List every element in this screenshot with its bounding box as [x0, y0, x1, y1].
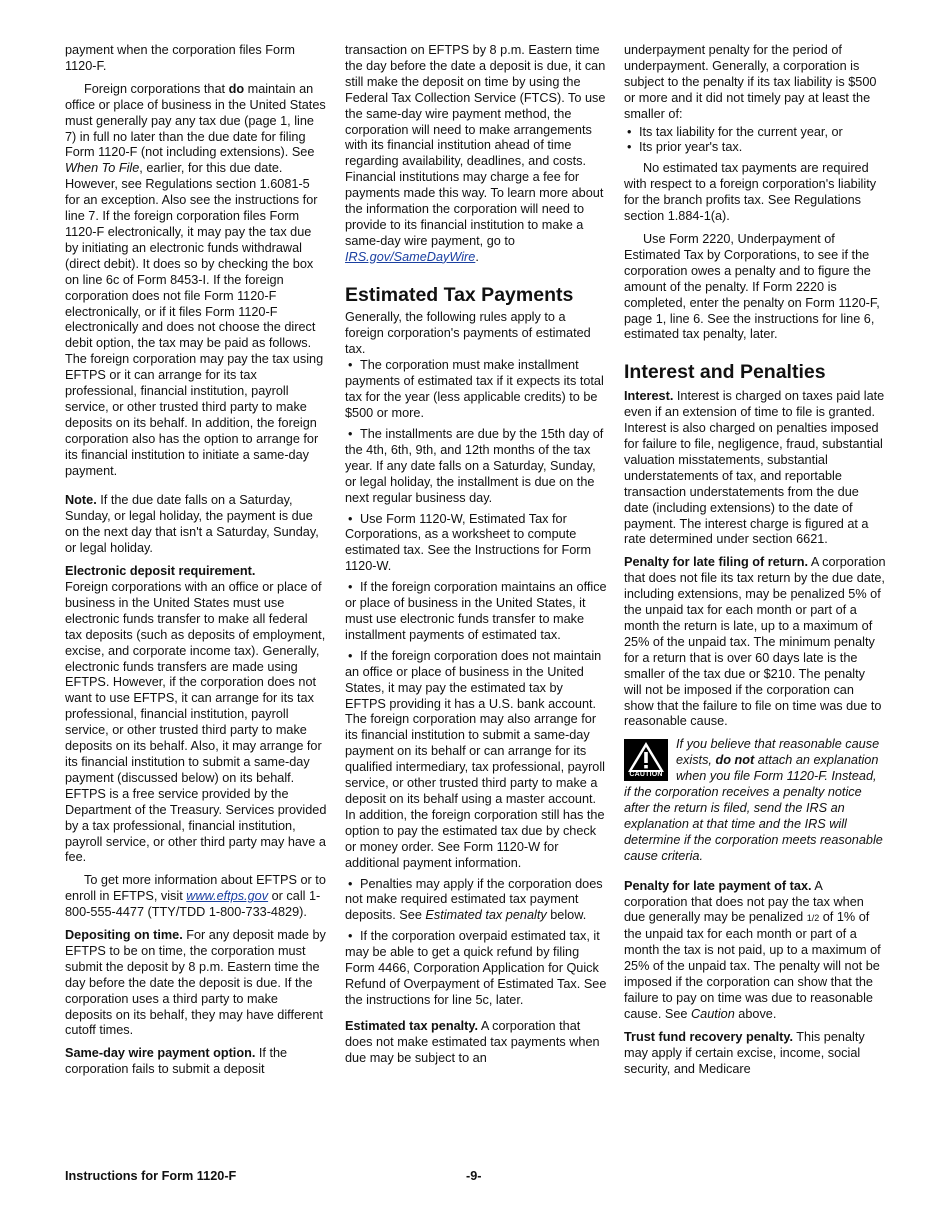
interest-paragraph — [624, 389, 886, 548]
paragraph: payment when the corporation files Form 1120-F. — [65, 43, 295, 73]
text: Foreign corporations that — [84, 81, 229, 96]
column-right — [624, 43, 886, 1084]
bullet-icon: • — [627, 124, 632, 139]
section-heading-interest-and-penalties: Interest and Penalties — [624, 361, 826, 384]
list-item — [624, 140, 886, 156]
text: If the foreign corporation does not maintain an office or place of business in the United States, it may pay the estimated tax by EFTPS providing it has a U.S. bank account. The foreign corporation may also arrange for its financial institution to submit a same-day payment on its behalf or can arrange for its qualified intermediary, tax professional, payroll service, or other trusted third party to make a deposit on its behalf using a master account. In addition, the foreign corporation still has the option to pay the estimated tax due by check or money order. See Form 1120-W for additional payment information. — [345, 648, 605, 870]
late-filing-heading: Penalty for late filing of return. — [624, 555, 808, 570]
interest-heading: Interest. — [624, 389, 674, 404]
italic-reference: When To File — [65, 161, 140, 176]
list-item — [345, 358, 607, 422]
list-item — [345, 877, 607, 925]
estimated-tax-penalty-heading: Estimated tax penalty. — [345, 1018, 479, 1033]
bold-text: do not — [715, 753, 755, 768]
paragraph: Use Form 2220, Underpayment of Estimated Tax by Corporations, to see if the corporation owes a penalty and to figure the amount of the penalty. If Form 2220 is completed, enter the penalty on Form 1120-F, page 1, line 6. See the instructions for line 6, estimated tax penalty, later. — [624, 231, 880, 342]
bullet-icon: • — [348, 876, 353, 891]
bullet-icon: • — [348, 358, 353, 373]
footer-form-title: Instructions for Form 1120-F — [65, 1169, 237, 1183]
column-middle — [345, 43, 607, 1073]
late-payment-paragraph — [624, 879, 886, 1023]
paragraph-intro: Generally, the following rules apply to a foreign corporation's payments of estimated tax. — [345, 309, 591, 356]
fraction: 1/2 — [806, 913, 820, 924]
text: To get more information about EFTPS or to enroll in EFTPS, visit — [65, 873, 326, 904]
bullet-icon: • — [348, 580, 353, 595]
bullet-icon: • — [348, 929, 353, 944]
electronic-deposit-paragraph — [65, 564, 327, 866]
text: A corporation that does not pay the tax when due generally may be penalized — [624, 878, 864, 925]
estimated-tax-penalty-paragraph — [345, 1019, 607, 1067]
note-heading: Note. — [65, 493, 97, 508]
text: transaction on EFTPS by 8 p.m. Eastern time the day before the date a deposit is due, it can still make the deposit on time by using the Federal Tax Collection Service (FTCS). To use the same-day wire payment method, the corporation will need to make arrangements with its financial institution ahead of time regarding availability, deadlines, and costs. Financial institutions may charge a fee for payments made this way. To learn more about the information the corporation will need to provide to its financial institution to make a same-day wire payment, go to — [345, 43, 606, 248]
eftps-link[interactable]: www.eftps.gov — [186, 889, 269, 904]
text: below. — [546, 908, 587, 923]
text: If the foreign corporation maintains an office or place of business in the United States, it must use electronic funds transfer to make installment payments of estimated tax. — [345, 580, 607, 642]
text: If you believe that reasonable cause exists, — [676, 737, 880, 768]
text: of 1% of the unpaid tax for each month or part of a month the tax is not paid, up to a maximum of 25% of the unpaid tax. The penalty will not be imposed if the corporation can show that the failure to pay on time was due to reasonable cause. See — [624, 910, 881, 1021]
list-item — [345, 649, 607, 872]
list-item — [345, 512, 607, 576]
same-day-wire-paragraph — [65, 1046, 327, 1078]
page-number: -9- — [466, 1169, 482, 1183]
list-item — [624, 125, 886, 141]
text: Penalties may apply if the corporation does not make required estimated tax payment deposits. See — [345, 876, 603, 923]
eftps-paragraph — [65, 873, 327, 921]
list-item — [345, 580, 607, 644]
late-payment-heading: Penalty for late payment of tax. — [624, 878, 812, 893]
section-heading-estimated-tax-payments: Estimated Tax Payments — [345, 283, 574, 306]
paragraph: No estimated tax payments are required with respect to a foreign corporation's liability for the branch profits tax. See Regulations section 1.884-1(a). — [624, 161, 877, 224]
late-filing-paragraph — [624, 555, 886, 730]
text: Interest is charged on taxes paid late even if an extension of time to file is granted. Interest is also charged on penalties imposed for failure to file, negligence, fraud, substantial valuation misstatements, substantial understatements of tax, and reportable transaction understatements from the due date (including extensions) to the date of payment. The interest charge is figured at a rate determined under section 6621. — [624, 389, 885, 547]
bullet-icon: • — [348, 427, 353, 442]
text: This penalty may apply if certain excise, income, social security, and Medicare — [624, 1029, 865, 1076]
text: For any deposit made by EFTPS to be on time, the corporation must submit the deposit by 8 p.m. Eastern time the day before the date the deposit is due. If the corporation uses a third party to make deposits on its behalf, they may have different cutoff times. — [65, 928, 326, 1038]
list-item — [345, 427, 607, 507]
paragraph-foreign-corporations — [65, 82, 327, 480]
paragraph-ftcs — [345, 43, 607, 266]
electronic-deposit-heading: Electronic deposit requirement. — [65, 564, 256, 579]
text: , earlier, for this due date. However, see Regulations section 1.6081-5 for an exception. Also see the instructions for line 7. If the foreign corporation files Form 1120-F electronically, it may pay the tax due by initiating an electronic funds withdrawal (direct debit). It does so by checking the box on line 6c of Form 8453-I. If the foreign corporation does not file Form 1120-F electronically, or if it files Form 1120-F electronically and does not choose the direct debit option, the tax may be paid as follows. The foreign corporation may pay the tax using EFTPS or it can arrange for its tax professional, financial institution, payroll service, or other trusted third party to make deposits on its behalf. In addition, the foreign corporation also has the option to arrange for its financial institution to initiate a same-day payment. — [65, 161, 324, 478]
text: Its prior year's tax. — [639, 140, 743, 155]
column-left — [65, 43, 327, 1085]
text: . — [475, 249, 479, 264]
text: A corporation that does not make estimated tax payments when due may be subject to an — [345, 1018, 600, 1065]
caution-label: CAUTION — [629, 771, 663, 779]
text: If the corporation fails to submit a deposit — [65, 1046, 288, 1077]
note-paragraph — [65, 493, 327, 557]
bullet-icon: • — [627, 140, 632, 155]
text: If the corporation overpaid estimated tax, it may be able to get a quick refund by filing Form 4466, Corporation Application for Quick Refund of Overpayment of Estimated Tax. See the instructions for line 5c, later. — [345, 929, 607, 1007]
text: The corporation must make installment payments of estimated tax if it expects its total tax for the year (less applicable credits) to be $500 or more. — [345, 358, 604, 421]
trust-fund-paragraph — [624, 1030, 886, 1078]
depositing-on-time-heading: Depositing on time. — [65, 928, 183, 943]
caution-icon — [624, 739, 668, 781]
paragraph: underpayment penalty for the period of underpayment. Generally, a corporation is subject to the penalty if its tax liability is $500 or more and it did not timely pay at least the smaller of: — [624, 43, 877, 121]
list-item — [345, 929, 607, 1009]
bold-text: do — [228, 81, 245, 96]
text: Foreign corporations with an office or place of business in the United States must use electronic funds transfer to make all federal tax deposits (such as deposits of employment, excise, and corporate income tax). Generally, electronic funds transfers are made using EFTPS. However, if the corporation does not want to use EFTPS, it can arrange for its tax professional, financial institution, payroll service, or other trusted third party to make deposits on its behalf. Also, it may arrange for its financial institution to submit a same-day payment (discussed below) on its behalf. EFTPS is a free service provided by the Department of the Treasury. Services provided by a tax professional, financial institution, payroll service, or other third party may have a fee. — [65, 580, 327, 865]
italic-reference: Caution — [691, 1006, 735, 1021]
text: attach an explanation when you file Form 1120-F. Instead, if the corporation receives a penalty notice after the return is filed, send the IRS an explanation at that time and the IRS will determine if the corporation meets reasonable cause criteria. — [624, 753, 883, 863]
caution-note — [624, 737, 886, 864]
text: The installments are due by the 15th day of the 4th, 6th, 9th, and 12th months of the tax year. If any date falls on a Saturday, Sunday, or legal holiday, the installment is due on the next regular business day. — [345, 427, 604, 505]
same-day-wire-link[interactable]: IRS.gov/SameDayWire — [345, 249, 476, 264]
text: If the due date falls on a Saturday, Sunday, or legal holiday, the payment is due on the next day that isn't a Saturday, Sunday, or legal holiday. — [65, 493, 319, 556]
depositing-on-time-paragraph — [65, 928, 327, 1039]
text: Use Form 1120-W, Estimated Tax for Corporations, as a worksheet to compute estimated tax. See the Instructions for Form 1120-W. — [345, 511, 592, 574]
text: Its tax liability for the current year, or — [639, 124, 843, 139]
text: above. — [734, 1006, 777, 1021]
same-day-wire-heading: Same-day wire payment option. — [65, 1046, 256, 1061]
trust-fund-heading: Trust fund recovery penalty. — [624, 1029, 793, 1044]
bullet-icon: • — [348, 511, 353, 526]
text: A corporation that does not file its tax return by the due date, including extensions, may be penalized 5% of the unpaid tax for each month or part of a month the return is late, up to a maximum of 25% of the unpaid tax. The minimum penalty for a return that is over 60 days late is the smaller of the tax due or $210. The penalty will not be imposed if the corporation can show that the failure to file on time was due to reasonable cause. — [624, 555, 886, 729]
bullet-icon: • — [348, 648, 353, 663]
italic-reference: Estimated tax penalty — [425, 908, 547, 923]
text: or call 1-800-555-4477 (TTY/TDD 1-800-733-4829). — [65, 889, 321, 920]
text: maintain an office or place of business in the United States must generally pay any tax due (page 1, line 7) in full no later than the due date for filing Form 1120-F (not including extensions). See — [65, 81, 326, 160]
